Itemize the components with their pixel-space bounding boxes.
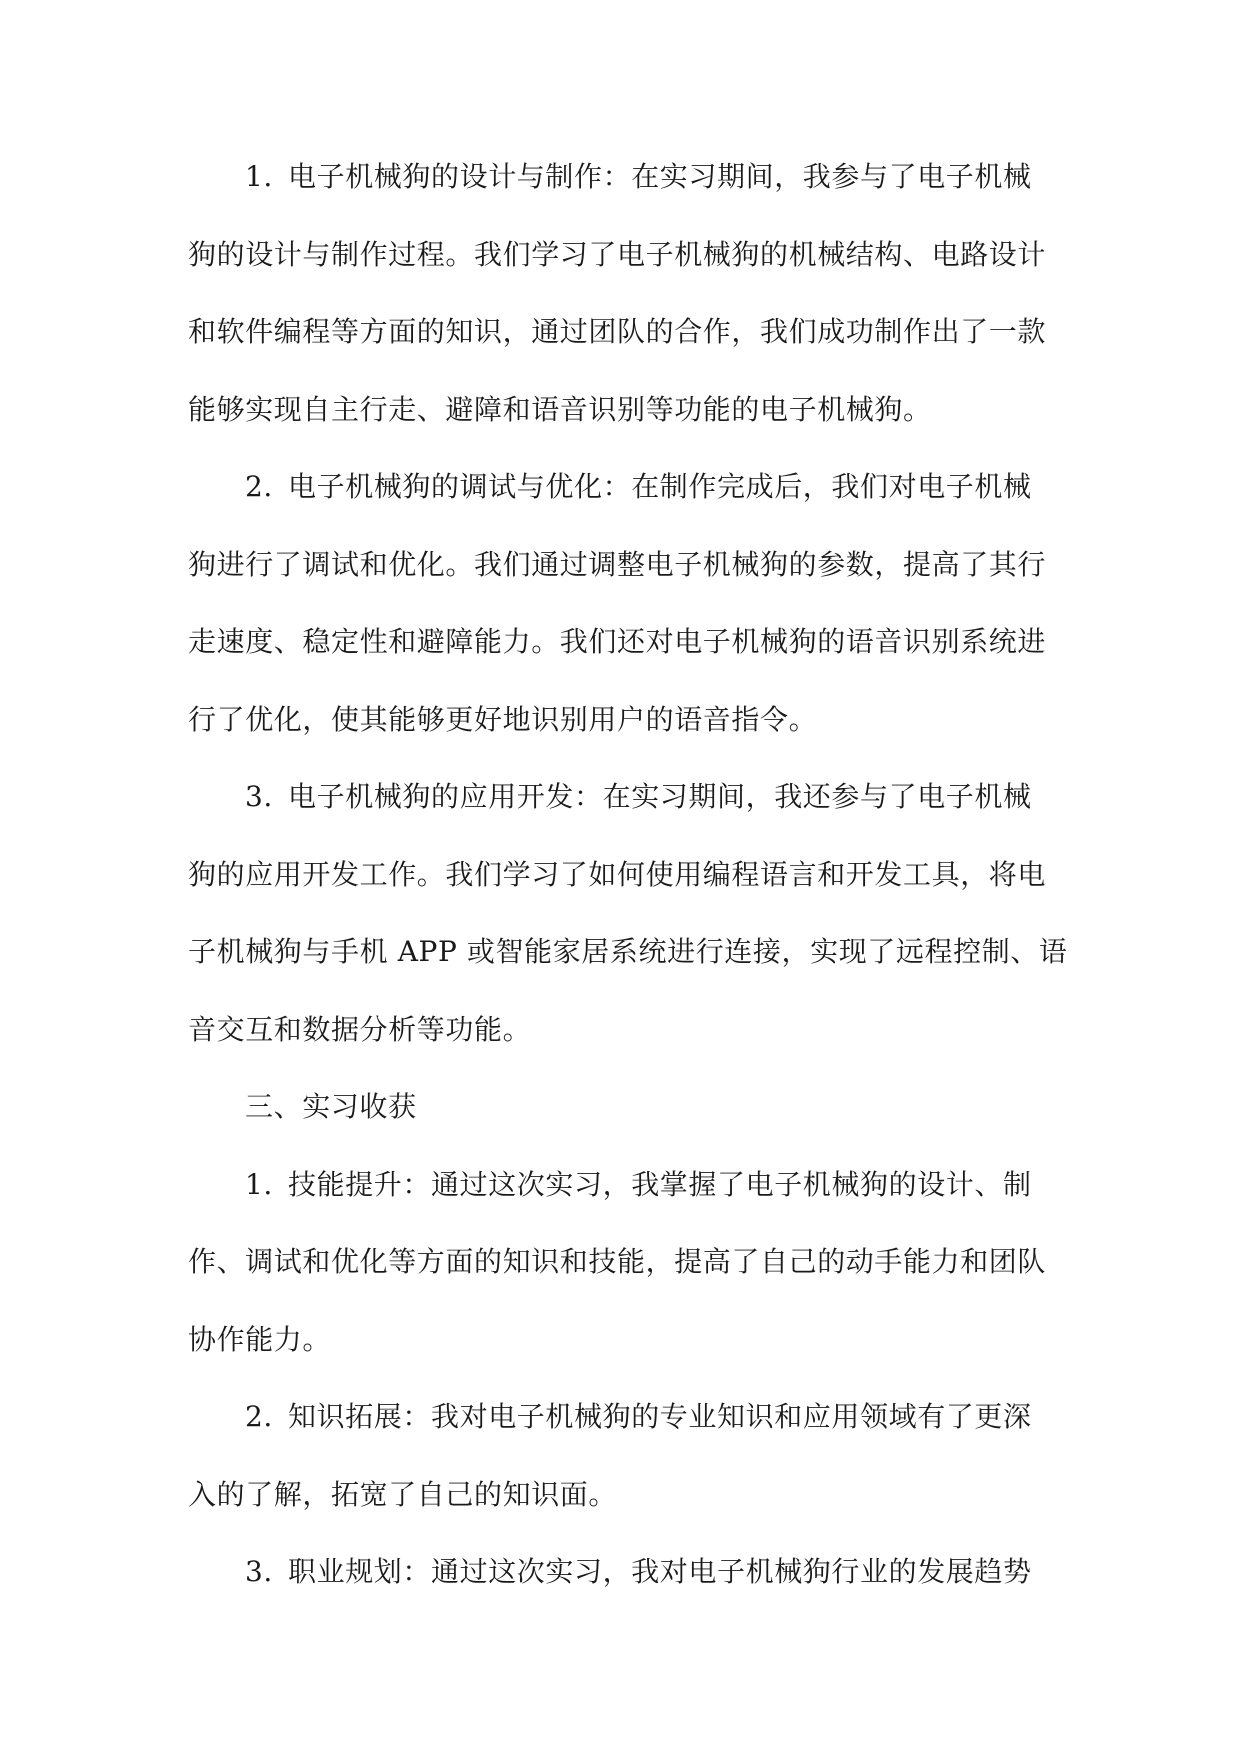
line-text: 行了优化，使其能够更好地识别用户的语音指令。 [188, 702, 818, 736]
text-line [188, 138, 1053, 216]
section-heading [188, 1068, 1053, 1146]
line-text: 技能提升：通过这次实习，我掌握了电子机械狗的设计、制 [288, 1167, 1032, 1201]
line-text: 音交互和数据分析等功能。 [188, 1012, 532, 1046]
line-text: 三、实习收获 [245, 1090, 417, 1123]
line-text: 狗进行了调试和优化。我们通过调整电子机械狗的参数，提高了其行 [188, 547, 1047, 581]
list-number: 2. [245, 1400, 273, 1433]
line-text: 电子机械狗的应用开发：在实习期间，我还参与了电子机械 [288, 780, 1032, 813]
line-text: 电子机械狗的调试与优化：在制作完成后，我们对电子机械 [288, 470, 1032, 503]
text-line [188, 1378, 1053, 1456]
text-line [188, 681, 1053, 759]
text-line [188, 836, 1053, 914]
list-number: 3. [245, 1555, 273, 1588]
line-text: 子机械狗与手机 APP 或智能家居系统进行连接，实现了远程控制、语 [188, 935, 1068, 968]
text-line [188, 1456, 1053, 1534]
text-line [188, 526, 1053, 604]
line-text: 狗的设计与制作过程。我们学习了电子机械狗的机械结构、电路设计 [188, 237, 1047, 271]
line-text: 电子机械狗的设计与制作：在实习期间，我参与了电子机械 [288, 160, 1032, 193]
text-line [188, 991, 1053, 1069]
text-line [188, 1223, 1053, 1301]
document-body [188, 138, 1068, 1611]
line-text: 走速度、稳定性和避障能力。我们还对电子机械狗的语音识别系统进 [188, 625, 1047, 658]
line-text: 协作能力。 [188, 1322, 332, 1356]
list-number: 1. [245, 160, 273, 193]
text-line [188, 371, 1053, 449]
text-line [188, 913, 1068, 991]
line-text: 职业规划：通过这次实习，我对电子机械狗行业的发展趋势 [288, 1555, 1032, 1588]
text-line [188, 758, 1053, 836]
text-line [188, 216, 1053, 294]
text-line [188, 603, 1053, 681]
text-line [188, 1301, 1053, 1379]
line-text: 能够实现自主行走、避障和语音识别等功能的电子机械狗。 [188, 392, 932, 426]
line-text: 知识拓展：我对电子机械狗的专业知识和应用领域有了更深 [288, 1400, 1032, 1433]
list-number: 2. [245, 470, 273, 503]
text-line [188, 1146, 1053, 1224]
text-line [188, 293, 1053, 371]
line-text: 作、调试和优化等方面的知识和技能，提高了自己的动手能力和团队 [188, 1245, 1047, 1278]
list-number: 1. [245, 1167, 273, 1201]
line-text: 狗的应用开发工作。我们学习了如何使用编程语言和开发工具，将电 [188, 857, 1047, 891]
list-number: 3. [245, 780, 273, 813]
text-line [188, 1533, 1053, 1611]
line-text: 和软件编程等方面的知识，通过团队的合作，我们成功制作出了一款 [188, 315, 1047, 348]
text-line [188, 448, 1053, 526]
line-text: 入的了解，拓宽了自己的知识面。 [188, 1477, 618, 1511]
